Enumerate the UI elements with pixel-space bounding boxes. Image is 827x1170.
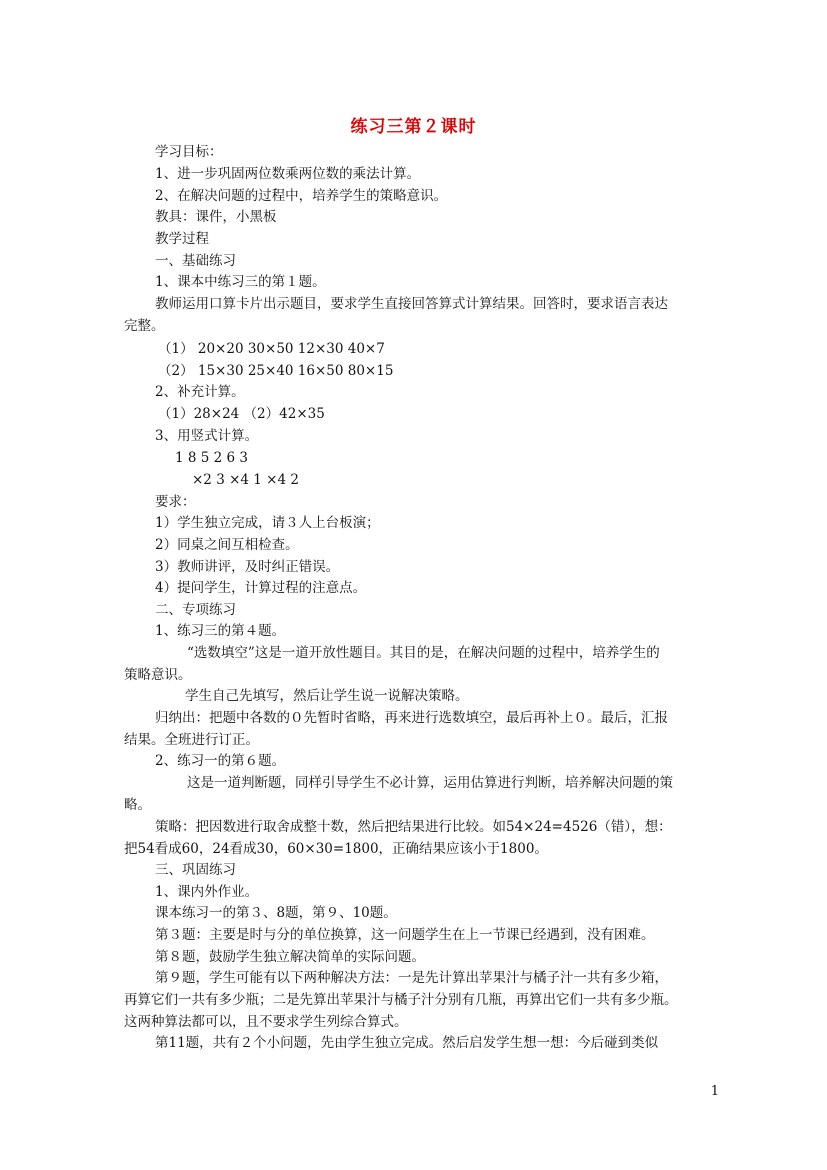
text-line: 1）学生独立完成，请３人上台板演； <box>155 515 380 531</box>
text-line: “选数填空”这是一道开放性题目。其目的是，在解决问题的过程中，培养学生的 <box>187 645 660 661</box>
text-line: 教具：课件，小黑板 <box>155 209 277 225</box>
text-line: 再算它们一共有多少瓶；二是先算出苹果汁与橘子汁分别有几瓶，再算出它们一共有多少瓶。 <box>124 992 678 1008</box>
text-line: 第11题，共有２个小问题，先由学生独立完成。然后启发学生想一想：今后碰到类似 <box>155 1035 659 1051</box>
text-line: 第３题：主要是时与分的单位换算，这一问题学生在上一节课已经遇到，没有困难。 <box>155 927 655 943</box>
text-line: 完整。 <box>124 318 165 334</box>
text-line: 教师运用口算卡片出示题目，要求学生直接回答算式计算结果。回答时，要求语言表达 <box>155 296 668 312</box>
exercise-row: （1）28×24 （2）42×35 <box>158 406 325 422</box>
text-line: 2、在解决问题的过程中，培养学生的策略意识。 <box>155 188 448 204</box>
text-line: 3）教师讲评，及时纠正错误。 <box>155 559 340 575</box>
text-line: 策略：把因数进行取舍成整十数，然后把结果进行比较。如54×24=4526（错），想： <box>155 819 672 835</box>
text-line: 1、进一步巩固两位数乘两位数的乘法计算。 <box>155 166 421 182</box>
text-line: 学生自己先填写，然后让学生说一说解决策略。 <box>185 688 469 704</box>
section-heading: 一、基础练习 <box>155 253 236 269</box>
page-number: 1 <box>710 1084 719 1099</box>
text-line: 1、练习三的第４题。 <box>155 623 286 639</box>
text-line: 2、补充计算。 <box>155 384 245 400</box>
text-line: 1、课内外作业。 <box>155 884 259 900</box>
text-line: 这是一道判断题，同样引导学生不必计算，运用估算进行判断，培养解决问题的策 <box>187 775 673 791</box>
text-line: 归纳出：把题中各数的０先暂时省略，再来进行选数填空，最后再补上０。最后，汇报 <box>155 710 668 726</box>
section-heading: 二、专项练习 <box>155 602 236 618</box>
text-line: 这两种算法都可以，且不要求学生列综合算式。 <box>124 1014 408 1030</box>
exercise-row: （1） 20×20 30×50 12×30 40×7 <box>158 341 385 357</box>
text-line: 2、练习一的第６题。 <box>155 753 286 769</box>
text-line: 课本练习一的第３、8题，第９、10题。 <box>155 905 397 921</box>
text-line: 把54看成60，24看成30，60×30=1800，正确结果应该小于1800。 <box>124 841 548 857</box>
text-line: 2）同桌之间互相检查。 <box>155 537 299 553</box>
text-line: 策略意识。 <box>124 667 192 683</box>
text-line: 第８题，鼓励学生独立解决简单的实际问题。 <box>155 949 425 965</box>
text-line: 教学过程 <box>155 231 209 247</box>
text-line: 结果。全班进行订正。 <box>124 732 259 748</box>
text-line: 1、课本中练习三的第１题。 <box>155 274 326 290</box>
text-line: 要求： <box>155 494 196 510</box>
vertical-calc-top: 1 8 5 2 6 3 <box>175 450 248 466</box>
text-line: 学习目标： <box>155 144 223 160</box>
section-heading: 三、巩固练习 <box>155 862 236 878</box>
exercise-row: （2） 15×30 25×40 16×50 80×15 <box>158 363 394 379</box>
text-line: 第９题，学生可能有以下两种解决方法：一是先计算出苹果汁与橘子汁一共有多少箱， <box>155 970 668 986</box>
text-line: 略。 <box>124 797 151 813</box>
vertical-calc-bottom: ×2 3 ×4 1 ×4 2 <box>192 472 299 488</box>
text-line: 3、用竖式计算。 <box>155 428 259 444</box>
text-line: 4）提问学生，计算过程的注意点。 <box>155 580 367 596</box>
page-title: 练习三第２课时 <box>350 117 477 137</box>
